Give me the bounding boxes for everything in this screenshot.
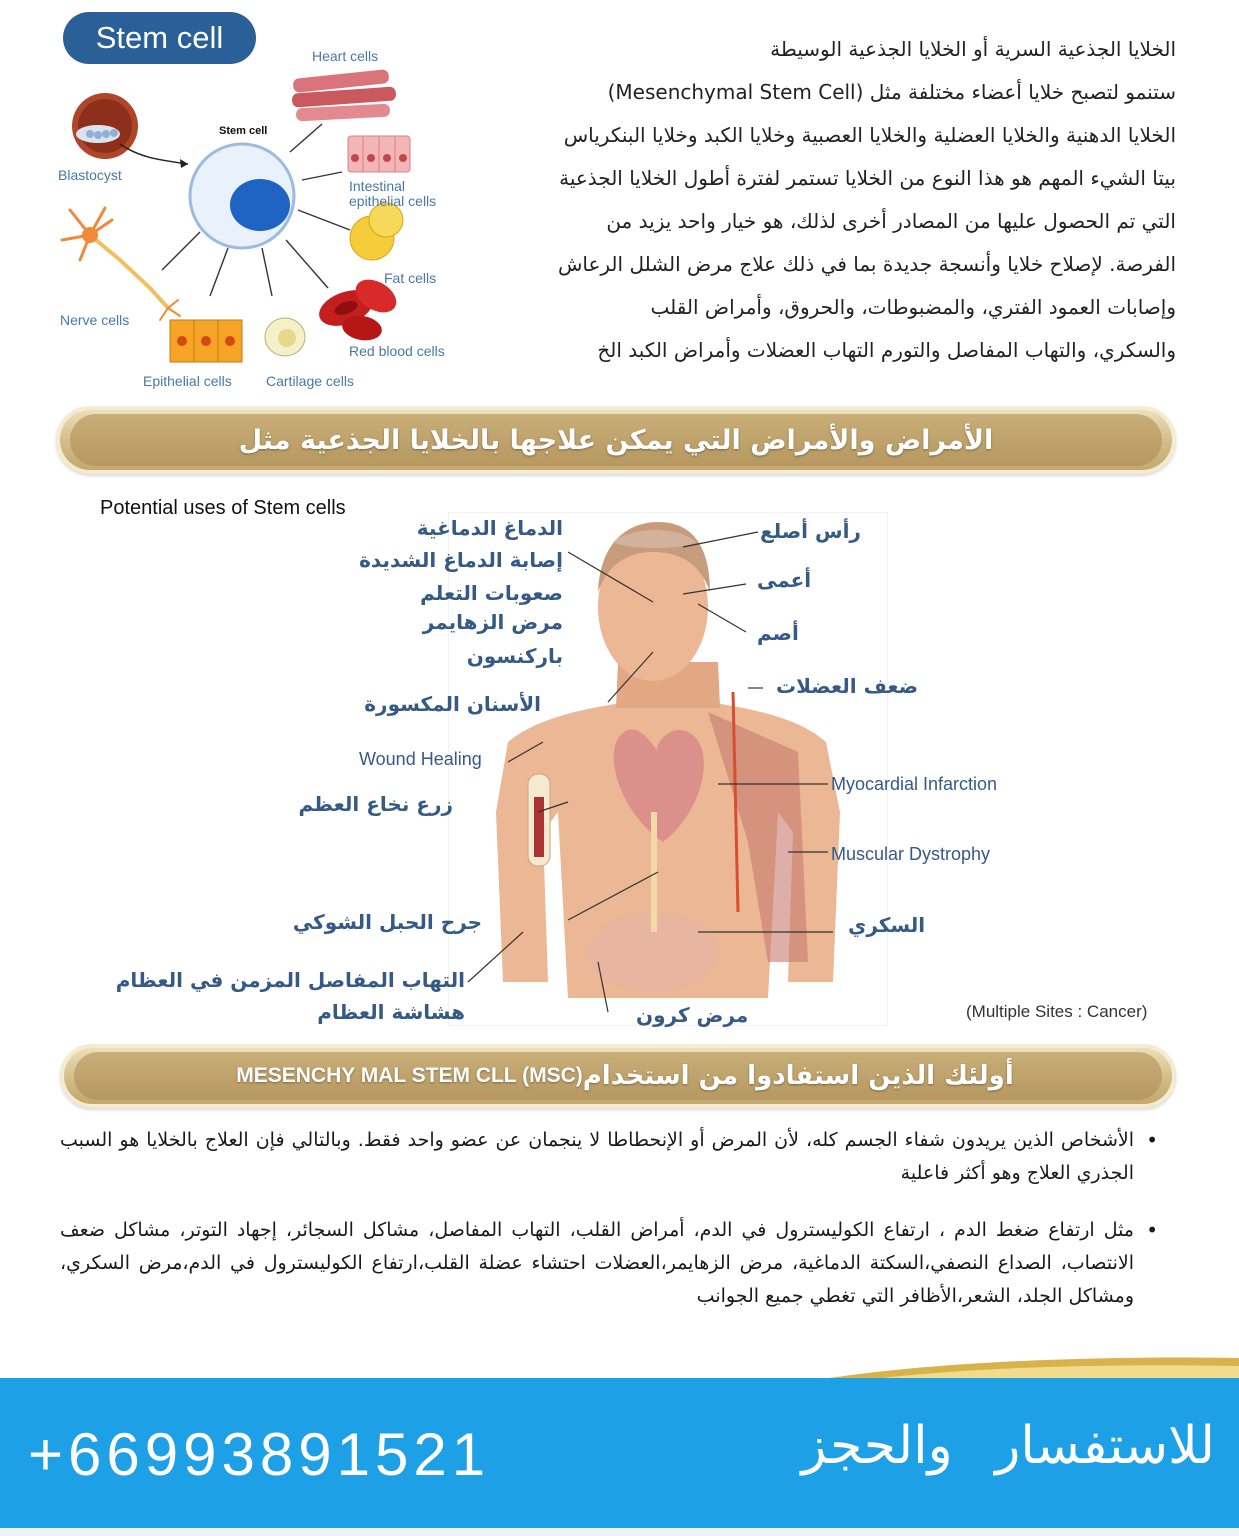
msc-banner-text: [60, 1044, 1176, 1108]
callout-deaf: أصم: [757, 621, 799, 645]
center-label: Stem cell: [219, 125, 268, 137]
intro-line: الخلايا الجذعية السرية أو الخلايا الجذعية الوسيطة: [770, 37, 1176, 61]
intro-line: التي تم الحصول عليها من المصادر أخرى لذلك، هو خيار واحد يزيد من: [606, 209, 1176, 233]
msc-banner: [60, 1044, 1176, 1108]
callout-diabetes: السكري: [848, 913, 926, 937]
callout-muscle: ضعف العضلات: [776, 674, 919, 698]
callout-dystrophy: Muscular Dystrophy: [831, 844, 991, 864]
bullet-item: • الأشخاص الذين يريدون شفاء الجسم كله، لأن المرض أو الإنحطاطا لا ينجمان عن عضو واحد فقط. وبالتالي فإن العلاج بالخلايا هو السبب الجذري العلاج وهو أكثر فاعلية: [60, 1124, 1160, 1190]
intro-line: وإصابات العمود الفتري، والمضبوطات، والحروق، وأمراض القلب: [650, 295, 1176, 319]
intestinal-cells-image: [348, 136, 410, 172]
red-blood-cells-label: Red blood cells: [349, 343, 445, 359]
stem-cell-image: [190, 144, 294, 248]
callout-crohn: مرض كرون: [636, 1003, 749, 1027]
msc-banner-arabic: أولئك الذين استفادوا من استخدام: [582, 1061, 1014, 1091]
callout-osteo: هشاشة العظام: [317, 1000, 465, 1024]
callout-arthritis: التهاب المفاصل المزمن في العظام: [115, 968, 465, 992]
stem-cell-pill: Stem cell: [63, 12, 256, 64]
intro-line: والسكري، والتهاب المفاصل والتورم التهاب العضلات وأمراض الكبد الخ: [597, 338, 1176, 362]
epithelial-cells-label: Epithelial cells: [143, 373, 232, 389]
intro-line: ستنمو لتصبح خلايا أعضاء مختلفة مثل (Mesenchymal Stem Cell): [607, 80, 1176, 104]
intestinal-label-2: epithelial cells: [349, 193, 437, 209]
callout-wound: Wound Healing: [359, 749, 482, 769]
epithelial-cells-image: [170, 320, 242, 362]
blastocyst-label: Blastocyst: [58, 167, 122, 183]
callout-brain-2: إصابة الدماغ الشديدة: [359, 548, 563, 572]
cartilage-cells-label: Cartilage cells: [266, 373, 354, 389]
fat-cells-image: [350, 203, 403, 260]
heart-cells-image: [292, 69, 397, 121]
figure-title: Potential uses of Stem cells: [100, 497, 346, 519]
intro-paragraph: [470, 28, 1176, 372]
diseases-banner: [56, 406, 1176, 474]
bullet-list: [60, 1124, 1160, 1313]
callout-marrow: زرع نخاع العظم: [298, 792, 453, 816]
cartilage-cells-image: [265, 318, 305, 356]
intestinal-label-1: Intestinal: [349, 178, 406, 194]
intro-line: بيتا الشيء المهم هو هذا النوع من الخلايا تستمر لفترة أطول الخلايا الجذعية: [559, 166, 1176, 190]
callout-brain-3: صعوبات التعلم: [420, 581, 563, 605]
nerve-cells-image: [62, 208, 180, 320]
phone-number[interactable]: +66993891521: [28, 1421, 491, 1488]
callout-teeth: الأسنان المكسورة: [364, 692, 541, 716]
heart-cells-label: Heart cells: [312, 48, 379, 64]
callout-brain-4: مرض الزهايمر: [422, 610, 563, 634]
callout-brain-5: باركنسون: [466, 644, 563, 668]
callout-myocardial: Myocardial Infarction: [831, 774, 998, 794]
inquiry-booking-text: للاستفسار والحجز: [801, 1416, 1215, 1476]
fat-cells-label: Fat cells: [384, 270, 437, 286]
diseases-banner-text: الأمراض والأمراض التي يمكن علاجها بالخلايا الجذعية مثل: [238, 424, 994, 456]
bullet-item: • مثل ارتفاع ضغط الدم ، ارتفاع الكوليسترول في الدم، أمراض القلب، التهاب المفاصل، مشاكل السجائر، إجهاد التوتر، مشاكل ضعف الانتصاب، الصداع النصفي،السكتة الدماغية، مرض الزهايمر،العضلات احتشاء عضلة القلب،ارتفاع الكوليسترول في الدم،مرض السكري، ومشاكل الجلد، الشعر،الأظافر التي تغطي جميع الجوانب: [60, 1214, 1160, 1313]
callout-spinal: جرح الحبل الشوكي: [292, 910, 482, 934]
msc-banner-english: MESENCHY MAL STEM CLL (MSC): [236, 1064, 583, 1087]
intro-line: الخلايا الدهنية والخلايا العضلية والخلايا العصبية وخلايا الكبد وخلايا البنكرياس: [563, 123, 1176, 147]
callout-bald: رأس أصلع: [760, 519, 861, 543]
callout-blind: أعمى: [757, 568, 812, 592]
bottom-strip: [0, 1528, 1239, 1536]
callout-cancer: (Multiple Sites : Cancer): [966, 1002, 1148, 1021]
callout-brain-1: الدماغ الدماغية: [416, 516, 563, 540]
nerve-cells-label: Nerve cells: [60, 312, 130, 328]
intro-line: الفرصة. لإصلاح خلايا وأنسجة جديدة بما في ذلك علاج مرض الشلل الرعاش: [557, 252, 1176, 276]
